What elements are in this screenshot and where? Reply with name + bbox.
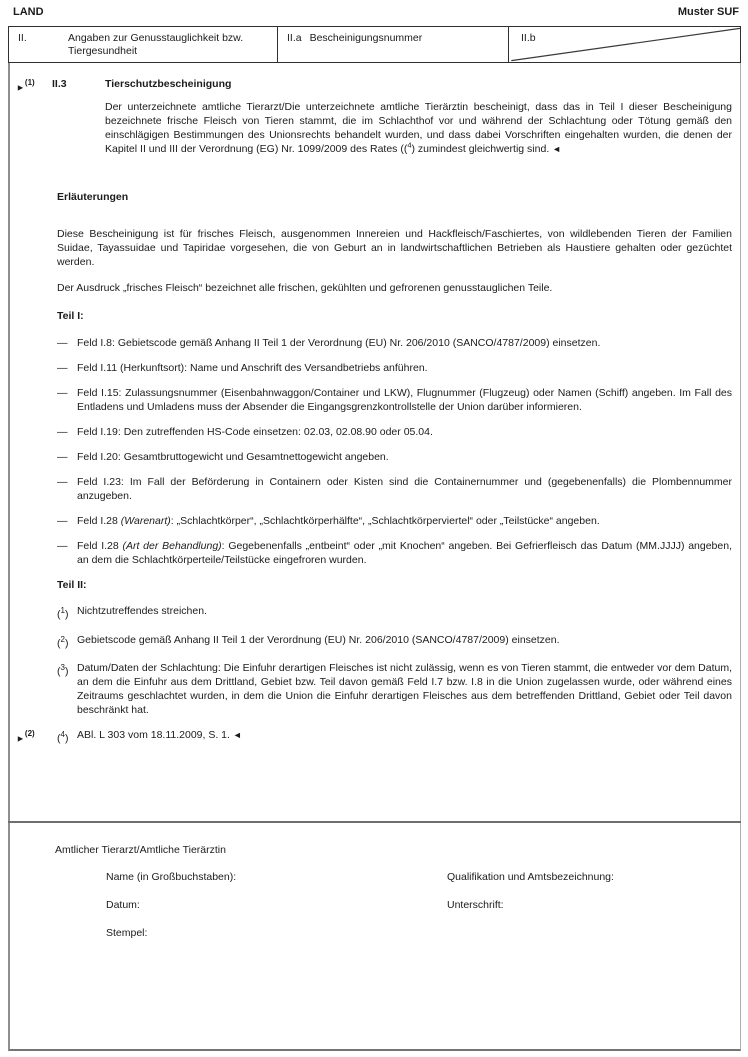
empty-cell <box>447 926 732 940</box>
part1-heading: Teil I: <box>57 310 84 322</box>
amendment-marker-2 <box>16 728 35 746</box>
model-label: Muster SUF <box>677 6 739 18</box>
stamp-label: Stempel: <box>106 927 148 939</box>
date-label: Datum: <box>106 899 140 911</box>
list-item-field-i8 <box>57 336 732 350</box>
clause-title: Tierschutzbescheinigung <box>105 78 232 90</box>
list-item-text: Feld I.15: Zulassungsnummer (Eisenbahnwaggon/Container und LKW), Flugnummer (Flugzeug) oder Namen (Schiff) angeben. Im Fall des Entladens und Umladens muss der Absender die Eingangsgrenzkontrollstelle der Union darüber informieren. <box>77 387 732 413</box>
signature-label: Unterschrift: <box>447 899 504 911</box>
country-label: LAND <box>13 6 44 18</box>
notes-heading: Erläuterungen <box>57 191 129 203</box>
footnote-2-text: Gebietscode gemäß Anhang II Teil 1 der Verordnung (EU) Nr. 206/2010 (SANCO/4787/2009) einsetzen. <box>77 633 560 646</box>
signature-fields <box>106 870 732 940</box>
footnote-3 <box>57 661 732 717</box>
dash-icon: — <box>57 426 68 438</box>
footnote-2-marker: ($^2$) <box>57 634 69 649</box>
right-triangle-icon: ► <box>16 82 25 93</box>
field-label-certificate-number: Bescheinigungsnummer <box>309 32 423 44</box>
dash-icon: — <box>57 362 68 374</box>
list-item-text: Feld I.19: Den zutreffenden HS-Code einsetzen: 02.03, 02.08.90 oder 05.04. <box>77 426 433 438</box>
signature-row-1 <box>106 870 732 884</box>
dash-icon: — <box>57 515 68 527</box>
footnote-4-marker: ($^4$) <box>57 730 69 745</box>
list-item-text: Feld I.8: Gebietscode gemäß Anhang II Teil 1 der Verordnung (EU) Nr. 206/2010 (SANCO/4787/2009) einsetzen. <box>77 337 601 349</box>
list-item-field-i15 <box>57 386 732 414</box>
certificate-body <box>9 63 740 757</box>
list-item-field-i11 <box>57 361 732 375</box>
part1-field-notes <box>57 336 732 567</box>
dash-icon: — <box>57 387 68 399</box>
field-code-ii: II. <box>18 32 27 44</box>
list-item-text: Feld I.11 (Herkunftsort): Name und Anschrift des Versandbetriebs anführen. <box>77 362 428 374</box>
field-label-health-info: Angaben zur Genusstauglichkeit bzw. Tiergesundheit <box>68 32 244 57</box>
notes-paragraph-2: Der Ausdruck „frisches Fleisch“ bezeichnet alle frischen, gekühlten und gefrorenen genusstauglichen Teile. <box>57 282 553 294</box>
signatory-heading: Amtlicher Tierarzt/Amtliche Tierärztin <box>55 844 226 856</box>
amendment-marker-2-sup: (2) <box>24 729 35 738</box>
part2-footnotes <box>16 604 732 746</box>
left-triangle-icon: ◄ <box>552 144 562 154</box>
name-label: Name (in Großbuchstaben): <box>106 871 237 883</box>
footnote-1-text: Nichtzutreffendes streichen. <box>77 605 207 617</box>
header-cell-iib <box>509 27 740 62</box>
signature-row-3 <box>106 926 732 940</box>
clause-text: Der unterzeichnete amtliche Tierarzt/Die unterzeichnete amtliche Tierärztin bescheinigt, dass das in Teil I dieser Bescheinigung bezeichnete frische Fleisch von Tieren stammt, die im Schlachthof vor und während der Schlachtung oder Tötung gemäß den einschlägigen Bestimmungen des Unionsrechts behandelt wurden, und dass dabei Vorschriften eingehalten wurden, die denen der Kapitel II und III der Verordnung (EG) Nr. 1099/2009 des Rates (($^4$) zumindest gleichwertig sind. ◄ <box>105 101 732 155</box>
footnote-1-marker: ($^1$) <box>57 606 69 621</box>
signature-section <box>9 823 740 954</box>
dash-icon: — <box>57 337 68 349</box>
header-cell-ii <box>9 27 278 62</box>
clause-number: II.3 <box>52 78 67 90</box>
list-item-field-i23 <box>57 475 732 503</box>
clause-body <box>105 77 732 156</box>
part2-heading: Teil II: <box>57 579 87 591</box>
list-item-text: Feld I.23: Im Fall der Beförderung in Containern oder Kisten sind die Containernummer und (gegebenenfalls) die Plombennummer anzugeben. <box>77 476 732 502</box>
footnote-4-text: ABl. L 303 vom 18.11.2009, S. 1. ◄ <box>77 729 242 741</box>
list-item-text: Feld I.28 (Art der Behandlung): Gegebenenfalls „entbeint“ oder „mit Knochen“ angeben. Bei Gefrierfleisch das Datum (MM.JJJJ) angeben, an dem die Schlachtkörperteile/Teilstücke eingefroren wurden. <box>77 540 732 566</box>
amendment-marker-1-sup: (1) <box>24 78 35 87</box>
left-triangle-icon: ◄ <box>232 730 242 740</box>
dash-icon: — <box>57 451 68 463</box>
list-item-field-i20 <box>57 450 732 464</box>
diagonal-strikethrough-line <box>509 27 740 62</box>
list-item-text: Feld I.28 (Warenart): „Schlachtkörper“, „Schlachtkörperhälfte“, „Schlachtkörperviertel“ oder „Teilstücke“ angeben. <box>77 515 600 527</box>
clause-ii3-row <box>16 77 732 156</box>
signature-row-2 <box>106 898 732 912</box>
list-item-field-i28-warenart <box>57 514 732 528</box>
amendment-marker-1 <box>16 77 52 156</box>
list-item-field-i28-behandlung <box>57 539 732 567</box>
list-item-field-i19 <box>57 425 732 439</box>
field-code-iib: II.b <box>521 32 536 44</box>
footnote-ref-4: 4 <box>407 140 412 150</box>
header-cell-iia <box>278 27 509 62</box>
clause-text-part2: ) zumindest gleichwertig sind. <box>411 143 550 155</box>
right-triangle-icon: ► <box>16 733 25 744</box>
dash-icon: — <box>57 540 68 552</box>
footnote-4 <box>16 728 732 746</box>
footnote-1 <box>57 604 732 622</box>
clause-text-part1: Der unterzeichnete amtliche Tierarzt/Die unterzeichnete amtliche Tierärztin bescheinigt, dass das in Teil I dieser Bescheinigung bezeichnete frische Fleisch von Tieren stammt, die im Schlachthof vor und während der Schlachtung oder Tötung gemäß den einschlägigen Bestimmungen des Unionsrechts behandelt wurden, und dass dabei Vorschriften eingehalten wurden, die denen der Kapitel II und III der Verordnung (EG) Nr. 1099/2009 des Rates ( <box>105 101 732 155</box>
notes-paragraph-1: Diese Bescheinigung ist für frisches Fleisch, ausgenommen Innereien und Hackfleisch/Faschiertes, von wildlebenden Tieren der Familien Suidae, Tayassuidae und Tapiridae vorgesehen, die von Geburt an in landwirtschaftlichen Betrieben als Haustiere gehalten oder gezüchtet werden. <box>57 228 732 268</box>
dash-icon: — <box>57 476 68 488</box>
footnote-2 <box>57 633 732 651</box>
qualification-label: Qualifikation und Amtsbezeichnung: <box>447 871 614 883</box>
list-item-text: Feld I.20: Gesamtbruttogewicht und Gesamtnettogewicht angeben. <box>77 451 389 463</box>
footnote-3-marker: ($^3$) <box>57 663 69 678</box>
field-code-iia: II.a <box>287 32 302 44</box>
footnote-3-text: Datum/Daten der Schlachtung: Die Einfuhr derartigen Fleisches ist nicht zulässig, wenn es von Tieren stammt, die entweder vor dem Datum, an dem die Einfuhr aus dem Drittland, Gebiet bzw. Teil davon gemäß Feld I.7 bzw. I.8 in die Union zugelassen wurde, oder während eines Zeitraums geschlachtet wurden, in dem die Union die Einfuhr derartigen Fleisches aus dem betreffenden Drittland, Gebiet oder Teil davon beschränkt hat. <box>77 662 732 716</box>
part2-header-table <box>8 26 741 63</box>
